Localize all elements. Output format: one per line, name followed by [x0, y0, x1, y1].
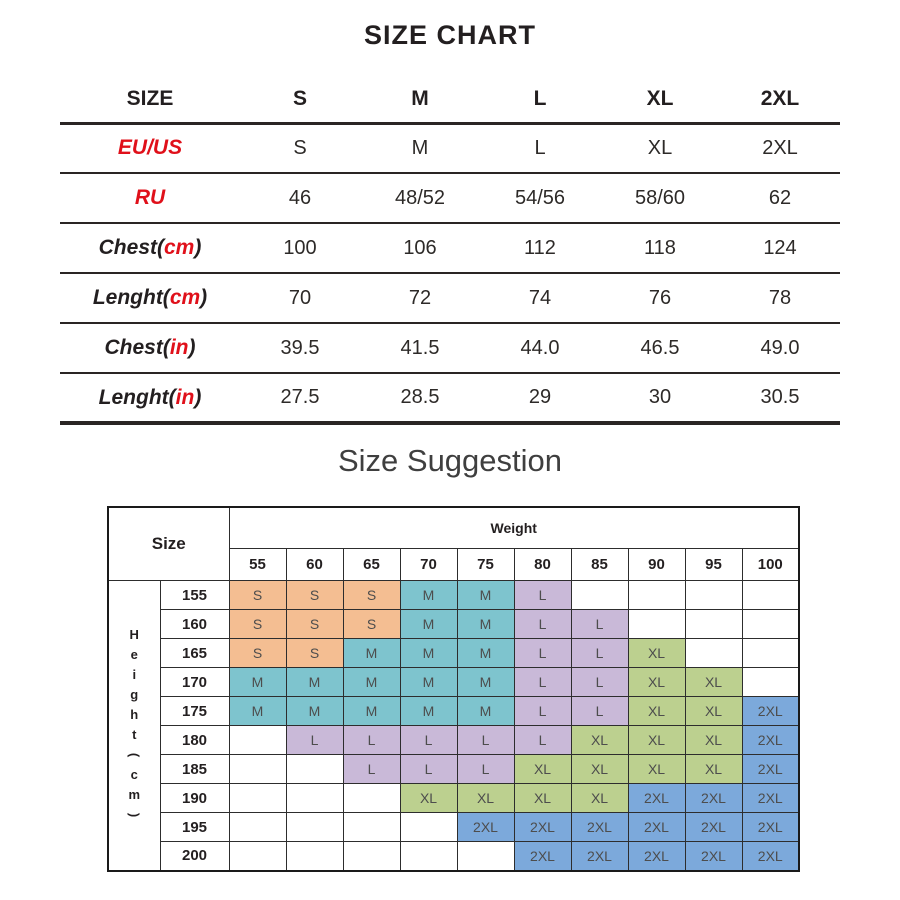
- size-cell: XL: [628, 726, 685, 755]
- size-cell-empty: [229, 784, 286, 813]
- row-label-part: cm: [163, 236, 195, 259]
- height-axis-label: [109, 625, 160, 825]
- size-cell: M: [286, 697, 343, 726]
- size-cell-empty: [742, 581, 799, 610]
- size-cell: XL: [628, 639, 685, 668]
- row-value: 54/56: [514, 186, 566, 209]
- height-row-header: 185: [160, 755, 229, 784]
- size-cell: L: [514, 639, 571, 668]
- size-cell: L: [571, 639, 628, 668]
- size-cell-empty: [742, 639, 799, 668]
- row-value: 30.5: [760, 386, 800, 408]
- size-cell: 2XL: [571, 842, 628, 871]
- row-label-part: Chest(: [104, 336, 170, 359]
- size-cell: S: [286, 639, 343, 668]
- size-cell: 2XL: [742, 842, 799, 871]
- size-cell-empty: [343, 784, 400, 813]
- size-cell-empty: [400, 842, 457, 871]
- row-value: S: [293, 136, 307, 159]
- row-value: 48/52: [394, 186, 446, 209]
- size-cell: L: [457, 726, 514, 755]
- row-value: XL: [646, 87, 674, 111]
- height-axis-char: e: [130, 647, 138, 663]
- size-cell-empty: [229, 726, 286, 755]
- size-cell: 2XL: [742, 697, 799, 726]
- size-chart-header-row: [60, 77, 840, 123]
- size-cell: M: [400, 581, 457, 610]
- row-label-part: cm: [169, 286, 201, 309]
- size-cell: L: [514, 697, 571, 726]
- row-value: 78: [768, 286, 792, 309]
- row-label: [60, 323, 240, 373]
- size-cell-empty: [457, 842, 514, 871]
- size-suggestion-body: [108, 581, 799, 871]
- size-cell: M: [400, 610, 457, 639]
- row-value: 27.5: [280, 386, 320, 408]
- height-row-header: 160: [160, 610, 229, 639]
- weight-col-header: 90: [628, 549, 685, 581]
- size-chart-row: [60, 273, 840, 323]
- weight-col-header: 100: [742, 549, 799, 581]
- size-cell-empty: [286, 784, 343, 813]
- size-cell-empty: [685, 610, 742, 639]
- suggestion-row: [108, 668, 799, 697]
- size-cell-empty: [343, 813, 400, 842]
- size-cell: XL: [628, 697, 685, 726]
- size-cell-empty: [229, 755, 286, 784]
- suggestion-row: [108, 755, 799, 784]
- size-chart-row: [60, 323, 840, 373]
- row-value: S: [292, 87, 307, 111]
- height-row-header: 195: [160, 813, 229, 842]
- size-chart-body: [60, 77, 840, 423]
- height-axis-char: (: [127, 753, 143, 758]
- size-cell: L: [343, 755, 400, 784]
- height-axis-char: h: [130, 707, 139, 723]
- size-cell: M: [457, 639, 514, 668]
- size-chart-table: [60, 77, 840, 425]
- row-value: XL: [647, 136, 673, 159]
- row-value: 30: [648, 386, 672, 408]
- size-cell: XL: [571, 755, 628, 784]
- size-cell-empty: [229, 813, 286, 842]
- row-value: 124: [763, 236, 797, 259]
- row-label-part: RU: [134, 186, 166, 209]
- row-value: 28.5: [400, 386, 440, 408]
- size-cell: M: [457, 668, 514, 697]
- size-cell: 2XL: [514, 813, 571, 842]
- size-cell: L: [400, 755, 457, 784]
- size-cell: L: [571, 668, 628, 697]
- weight-col-header: 85: [571, 549, 628, 581]
- size-cell: M: [457, 581, 514, 610]
- size-cell: 2XL: [742, 813, 799, 842]
- row-label: [60, 173, 240, 223]
- size-cell-empty: [286, 842, 343, 871]
- size-cell: 2XL: [742, 726, 799, 755]
- suggestion-row: [108, 610, 799, 639]
- row-label-part: Lenght(: [92, 286, 170, 309]
- size-suggestion-head: [108, 507, 799, 581]
- size-cell-empty: [229, 842, 286, 871]
- height-row-header: 175: [160, 697, 229, 726]
- size-cell: L: [571, 610, 628, 639]
- corner-size-label: Size: [108, 507, 229, 581]
- height-row-header: 190: [160, 784, 229, 813]
- suggestion-row: [108, 697, 799, 726]
- row-value: 58/60: [634, 186, 686, 209]
- row-value: 29: [528, 386, 552, 408]
- row-value: 2XL: [762, 136, 798, 159]
- row-value: 112: [524, 236, 556, 259]
- suggestion-row: [108, 581, 799, 610]
- row-label: [60, 77, 240, 123]
- size-cell-empty: [400, 813, 457, 842]
- height-axis-char: H: [129, 627, 139, 643]
- height-axis-char: ): [127, 813, 143, 818]
- row-label-part: in: [169, 336, 189, 359]
- height-axis-char: m: [128, 787, 141, 803]
- row-value: 118: [644, 236, 676, 259]
- row-value: L: [534, 136, 546, 159]
- row-value: 74: [528, 286, 552, 309]
- size-cell: 2XL: [628, 813, 685, 842]
- size-cell-empty: [571, 581, 628, 610]
- size-chart-row: [60, 223, 840, 273]
- size-cell: S: [343, 581, 400, 610]
- size-cell: XL: [571, 726, 628, 755]
- row-label: [60, 273, 240, 323]
- row-value: 106: [403, 236, 437, 259]
- size-chart-row: [60, 373, 840, 423]
- size-cell: M: [457, 610, 514, 639]
- height-axis-cell: [108, 581, 160, 871]
- size-cell: L: [343, 726, 400, 755]
- size-cell: 2XL: [685, 842, 742, 871]
- row-value: 46.5: [640, 336, 680, 359]
- height-axis-char: i: [132, 667, 137, 683]
- row-value: 70: [288, 286, 312, 309]
- size-cell: XL: [514, 784, 571, 813]
- size-cell-empty: [628, 581, 685, 610]
- size-cell: M: [343, 697, 400, 726]
- height-row-header: 180: [160, 726, 229, 755]
- size-chart-row: [60, 173, 840, 223]
- size-cell-empty: [628, 610, 685, 639]
- row-label-part: ): [188, 336, 196, 359]
- size-cell: XL: [514, 755, 571, 784]
- weight-col-header: 70: [400, 549, 457, 581]
- row-label: [60, 373, 240, 423]
- size-cell: M: [343, 639, 400, 668]
- row-value: 62: [768, 186, 792, 209]
- size-cell-empty: [742, 668, 799, 697]
- weight-col-header: 55: [229, 549, 286, 581]
- size-cell: S: [229, 639, 286, 668]
- size-cell: S: [286, 581, 343, 610]
- row-label: [60, 123, 240, 173]
- row-value: 72: [408, 286, 432, 309]
- size-cell: M: [286, 668, 343, 697]
- row-label-part: EU/US: [117, 136, 183, 160]
- row-value: 49.0: [760, 336, 800, 359]
- size-cell: XL: [685, 755, 742, 784]
- weight-col-header: 65: [343, 549, 400, 581]
- size-cell: XL: [400, 784, 457, 813]
- row-value: 76: [648, 286, 672, 309]
- size-cell: 2XL: [571, 813, 628, 842]
- size-cell: L: [514, 726, 571, 755]
- size-cell: XL: [685, 726, 742, 755]
- size-cell: L: [400, 726, 457, 755]
- size-cell-empty: [286, 813, 343, 842]
- row-label-part: SIZE: [126, 87, 174, 111]
- row-value: 2XL: [760, 87, 800, 111]
- suggestion-row: [108, 813, 799, 842]
- row-label-part: Lenght(: [98, 385, 176, 409]
- size-cell: S: [229, 610, 286, 639]
- weight-header: Weight: [229, 507, 799, 549]
- row-label: [60, 223, 240, 273]
- size-cell-empty: [343, 842, 400, 871]
- size-cell: 2XL: [457, 813, 514, 842]
- row-label-part: ): [200, 286, 208, 309]
- size-cell: 2XL: [628, 842, 685, 871]
- weight-col-header: 95: [685, 549, 742, 581]
- suggestion-title: Size Suggestion: [337, 443, 563, 478]
- suggestion-row: [108, 842, 799, 871]
- size-cell: M: [400, 668, 457, 697]
- row-value: 100: [283, 236, 317, 259]
- page-title: SIZE CHART: [364, 20, 536, 50]
- row-value: 41.5: [400, 336, 440, 359]
- size-cell-empty: [286, 755, 343, 784]
- size-cell-empty: [685, 581, 742, 610]
- size-cell-empty: [685, 639, 742, 668]
- size-cell: 2XL: [742, 755, 799, 784]
- height-row-header: 165: [160, 639, 229, 668]
- size-cell: M: [229, 697, 286, 726]
- height-axis-char: g: [130, 687, 139, 703]
- size-cell: 2XL: [685, 813, 742, 842]
- size-cell: L: [514, 610, 571, 639]
- size-chart-row: [60, 123, 840, 173]
- size-cell: L: [457, 755, 514, 784]
- size-cell: L: [514, 668, 571, 697]
- suggestion-row: [108, 639, 799, 668]
- size-cell: M: [457, 697, 514, 726]
- suggestion-row: [108, 784, 799, 813]
- suggestion-header-row: [108, 507, 799, 549]
- size-cell: S: [229, 581, 286, 610]
- size-cell: XL: [628, 668, 685, 697]
- size-cell: XL: [571, 784, 628, 813]
- size-cell: 2XL: [685, 784, 742, 813]
- size-cell-empty: [742, 610, 799, 639]
- size-cell: 2XL: [514, 842, 571, 871]
- size-cell: 2XL: [628, 784, 685, 813]
- size-cell: XL: [685, 668, 742, 697]
- row-value: M: [411, 87, 429, 111]
- height-row-header: 200: [160, 842, 229, 871]
- weight-col-header: 80: [514, 549, 571, 581]
- height-axis-char: c: [130, 767, 138, 783]
- size-cell: L: [286, 726, 343, 755]
- size-cell: L: [514, 581, 571, 610]
- size-cell: L: [571, 697, 628, 726]
- size-cell: S: [286, 610, 343, 639]
- row-label-part: ): [194, 236, 202, 259]
- weight-col-header: 75: [457, 549, 514, 581]
- row-label-part: Chest(: [98, 236, 164, 259]
- row-value: 46: [288, 186, 312, 209]
- height-axis-char: t: [132, 727, 137, 743]
- row-label-part: ): [194, 385, 202, 409]
- row-value: L: [533, 87, 547, 111]
- size-cell: M: [343, 668, 400, 697]
- suggestion-row: [108, 726, 799, 755]
- size-cell: M: [229, 668, 286, 697]
- size-cell: M: [400, 639, 457, 668]
- row-value: M: [411, 136, 429, 159]
- size-cell: XL: [628, 755, 685, 784]
- size-cell: 2XL: [742, 784, 799, 813]
- size-cell: S: [343, 610, 400, 639]
- size-cell: M: [400, 697, 457, 726]
- row-value: 39.5: [280, 336, 320, 359]
- row-label-part: in: [175, 385, 195, 409]
- weight-col-header: 60: [286, 549, 343, 581]
- height-row-header: 155: [160, 581, 229, 610]
- size-suggestion-table: [107, 506, 800, 872]
- height-row-header: 170: [160, 668, 229, 697]
- row-value: 44.0: [520, 336, 560, 359]
- size-cell: XL: [685, 697, 742, 726]
- size-cell: XL: [457, 784, 514, 813]
